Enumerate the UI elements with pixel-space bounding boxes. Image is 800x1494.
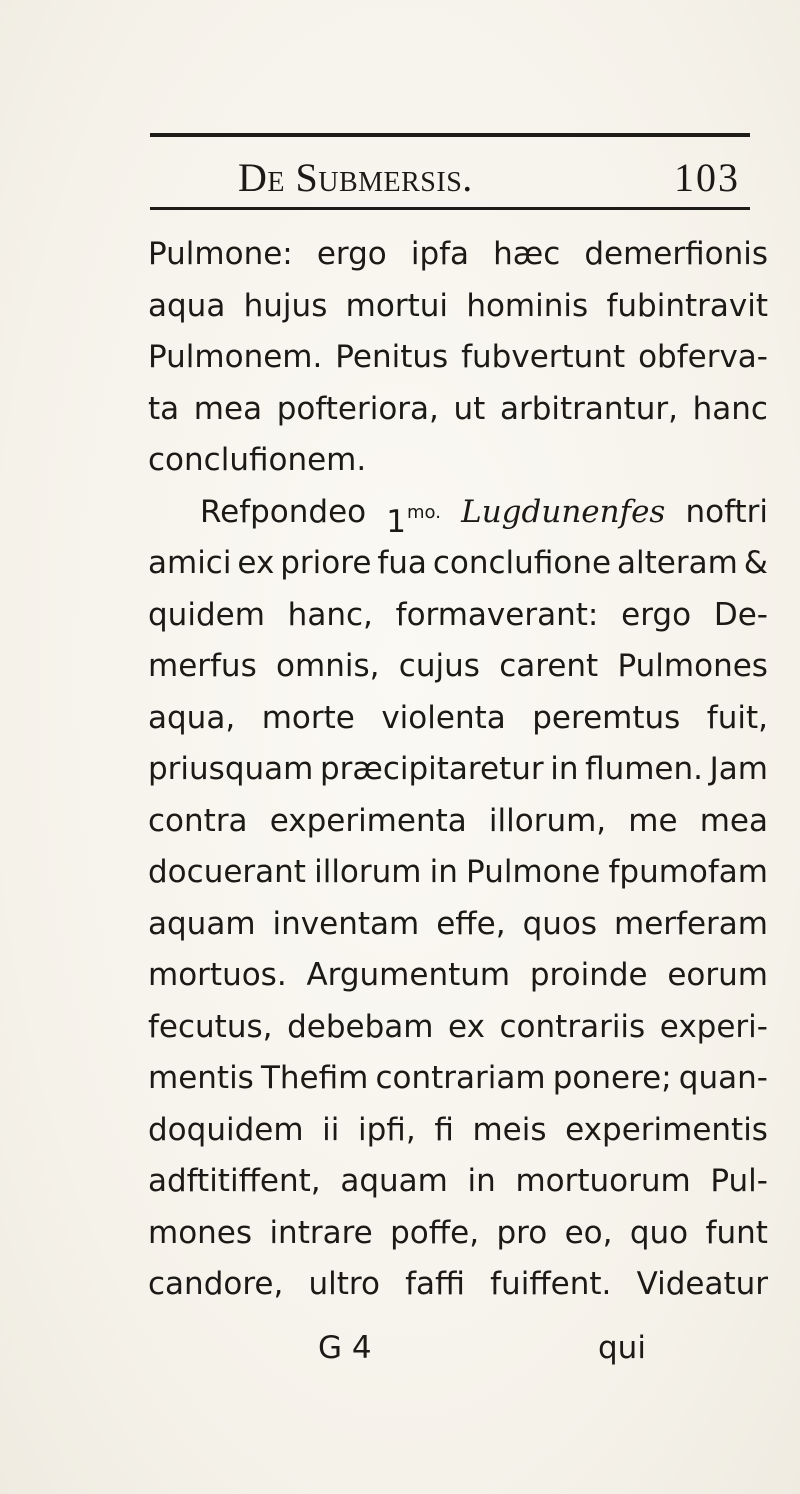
word: flumen. [585, 751, 704, 787]
word: ex [237, 545, 275, 581]
word: quan- [678, 1060, 768, 1096]
word: mentis [148, 1060, 254, 1096]
header-rule-bottom [150, 207, 750, 210]
word: peremtus [532, 699, 681, 736]
word: debebam [287, 1008, 434, 1045]
word: fi [434, 1111, 454, 1148]
word: ut [453, 390, 486, 427]
word: pofteriora, [276, 390, 439, 427]
word: docuerant [148, 854, 306, 890]
word: ta [148, 390, 180, 427]
word: ii [322, 1111, 340, 1148]
text-line [148, 950, 768, 1002]
word: eorum [667, 957, 768, 993]
word: contrariis [499, 1008, 646, 1045]
page-number: 103 [674, 155, 740, 200]
word: illorum, [488, 802, 607, 839]
word: Pul- [710, 1163, 768, 1199]
text-line [148, 693, 768, 745]
word: ex [448, 1008, 485, 1045]
word: in [467, 1163, 496, 1199]
word: formaverant: [395, 596, 599, 633]
word: morte [261, 699, 355, 736]
word: Jam [709, 751, 768, 787]
word: ergo [621, 596, 692, 633]
word: poffe, [390, 1214, 480, 1251]
word: eo, [564, 1214, 613, 1251]
text-line [148, 1156, 768, 1208]
word: pro [496, 1214, 548, 1251]
word: faffi [405, 1266, 465, 1302]
word: conclufionem. [148, 442, 367, 478]
word: mones [148, 1214, 253, 1251]
word: cujus [398, 648, 480, 684]
word: inventam [272, 905, 420, 942]
header-rule-top [150, 133, 750, 137]
word: experimenta [269, 802, 467, 839]
word: ponere; [552, 1060, 672, 1096]
word: Pulmone: [148, 236, 293, 272]
word: proinde [529, 957, 648, 993]
word: in [550, 751, 579, 787]
text-line [148, 487, 768, 539]
word: fubintravit [606, 287, 768, 324]
word: illorum [314, 854, 422, 890]
text-line [148, 1105, 768, 1157]
text-line [148, 435, 768, 487]
word: fubvertunt [461, 339, 626, 375]
word: ipfi, [358, 1111, 416, 1148]
word: amici [148, 545, 232, 581]
page-footer [148, 1323, 768, 1374]
word: arbitrantur, [499, 390, 678, 427]
word: noftri [685, 493, 768, 530]
word: effe, [436, 905, 506, 942]
word: ipfa [410, 236, 470, 272]
word: violenta [381, 699, 506, 736]
word: carent [499, 648, 599, 684]
word: Argumentum [306, 957, 511, 993]
word: me [628, 802, 678, 839]
word: Videatur [636, 1266, 768, 1302]
ordinal [386, 487, 441, 539]
word: Penitus [335, 339, 449, 375]
ordinal-number: 1 [386, 503, 407, 540]
word: præcipitaretur [319, 751, 544, 787]
text-line [148, 538, 768, 590]
word: & [743, 545, 768, 581]
text-line [148, 1259, 768, 1311]
word: hominis [466, 287, 589, 324]
word: mortuorum [515, 1163, 691, 1199]
word: candore, [148, 1266, 284, 1302]
word: meis [472, 1111, 547, 1148]
word: merfus [148, 648, 257, 684]
word: hujus [243, 287, 328, 324]
text-line [148, 229, 768, 281]
word: alteram [617, 545, 738, 581]
text-line [148, 796, 768, 848]
word: obferva- [638, 339, 768, 375]
word: adftitiffent, [148, 1163, 321, 1199]
text-line [148, 899, 768, 951]
word: conclufione [432, 545, 612, 581]
word: priore [280, 545, 372, 581]
word: fua [377, 545, 427, 581]
word: hanc [692, 390, 768, 427]
word: aquam [148, 905, 256, 942]
word: fecutus, [148, 1008, 273, 1045]
word: contrariam [375, 1060, 546, 1096]
word: intrare [269, 1214, 373, 1251]
word: aqua [148, 287, 226, 324]
word: Pulmone [466, 854, 601, 890]
word: fpumofam [608, 854, 768, 890]
word: Refpondeo [200, 493, 367, 530]
ordinal-suffix: mo. [407, 501, 441, 523]
word: mortuos. [148, 957, 287, 993]
word: experimentis [565, 1111, 768, 1148]
text-line [148, 744, 768, 796]
word: funt [705, 1214, 768, 1251]
word: mea [193, 390, 263, 427]
text-line [148, 847, 768, 899]
text-line [148, 590, 768, 642]
text-line [148, 641, 768, 693]
body-text [148, 229, 768, 1311]
word: Lugdunenfes [461, 493, 666, 530]
text-line [148, 332, 768, 384]
word: Thefim [260, 1060, 369, 1096]
text-line [148, 1208, 768, 1260]
word: quidem [148, 596, 265, 633]
word: hæc [493, 236, 561, 272]
word: quos [522, 905, 598, 942]
word: omnis, [276, 648, 380, 684]
word: mortui [345, 287, 448, 324]
catchword: qui [598, 1330, 646, 1366]
word: hanc, [287, 596, 373, 633]
word: quo [629, 1214, 689, 1251]
text-line [148, 1002, 768, 1054]
text-line [148, 1053, 768, 1105]
word: merferam [614, 905, 768, 942]
word: fuit, [706, 699, 768, 736]
word: Pulmones [617, 648, 768, 684]
text-line [148, 281, 768, 333]
word: experi- [659, 1008, 768, 1045]
word: in [429, 854, 458, 890]
signature-mark: G 4 [318, 1330, 372, 1366]
word: mea [699, 802, 768, 839]
word: ergo [316, 236, 387, 272]
word: doquidem [148, 1111, 304, 1148]
word: De- [713, 596, 768, 633]
word: contra [148, 802, 248, 839]
running-header [150, 150, 750, 206]
word: aqua, [148, 699, 236, 736]
word: Pulmonem. [148, 339, 323, 375]
word: demerfionis [584, 236, 768, 272]
word: ultro [308, 1266, 380, 1302]
word: priusquam [148, 751, 314, 787]
text-line [148, 384, 768, 436]
word: fuiffent. [490, 1266, 612, 1302]
running-title: De Submersis. [238, 155, 473, 200]
word: aquam [340, 1163, 448, 1199]
